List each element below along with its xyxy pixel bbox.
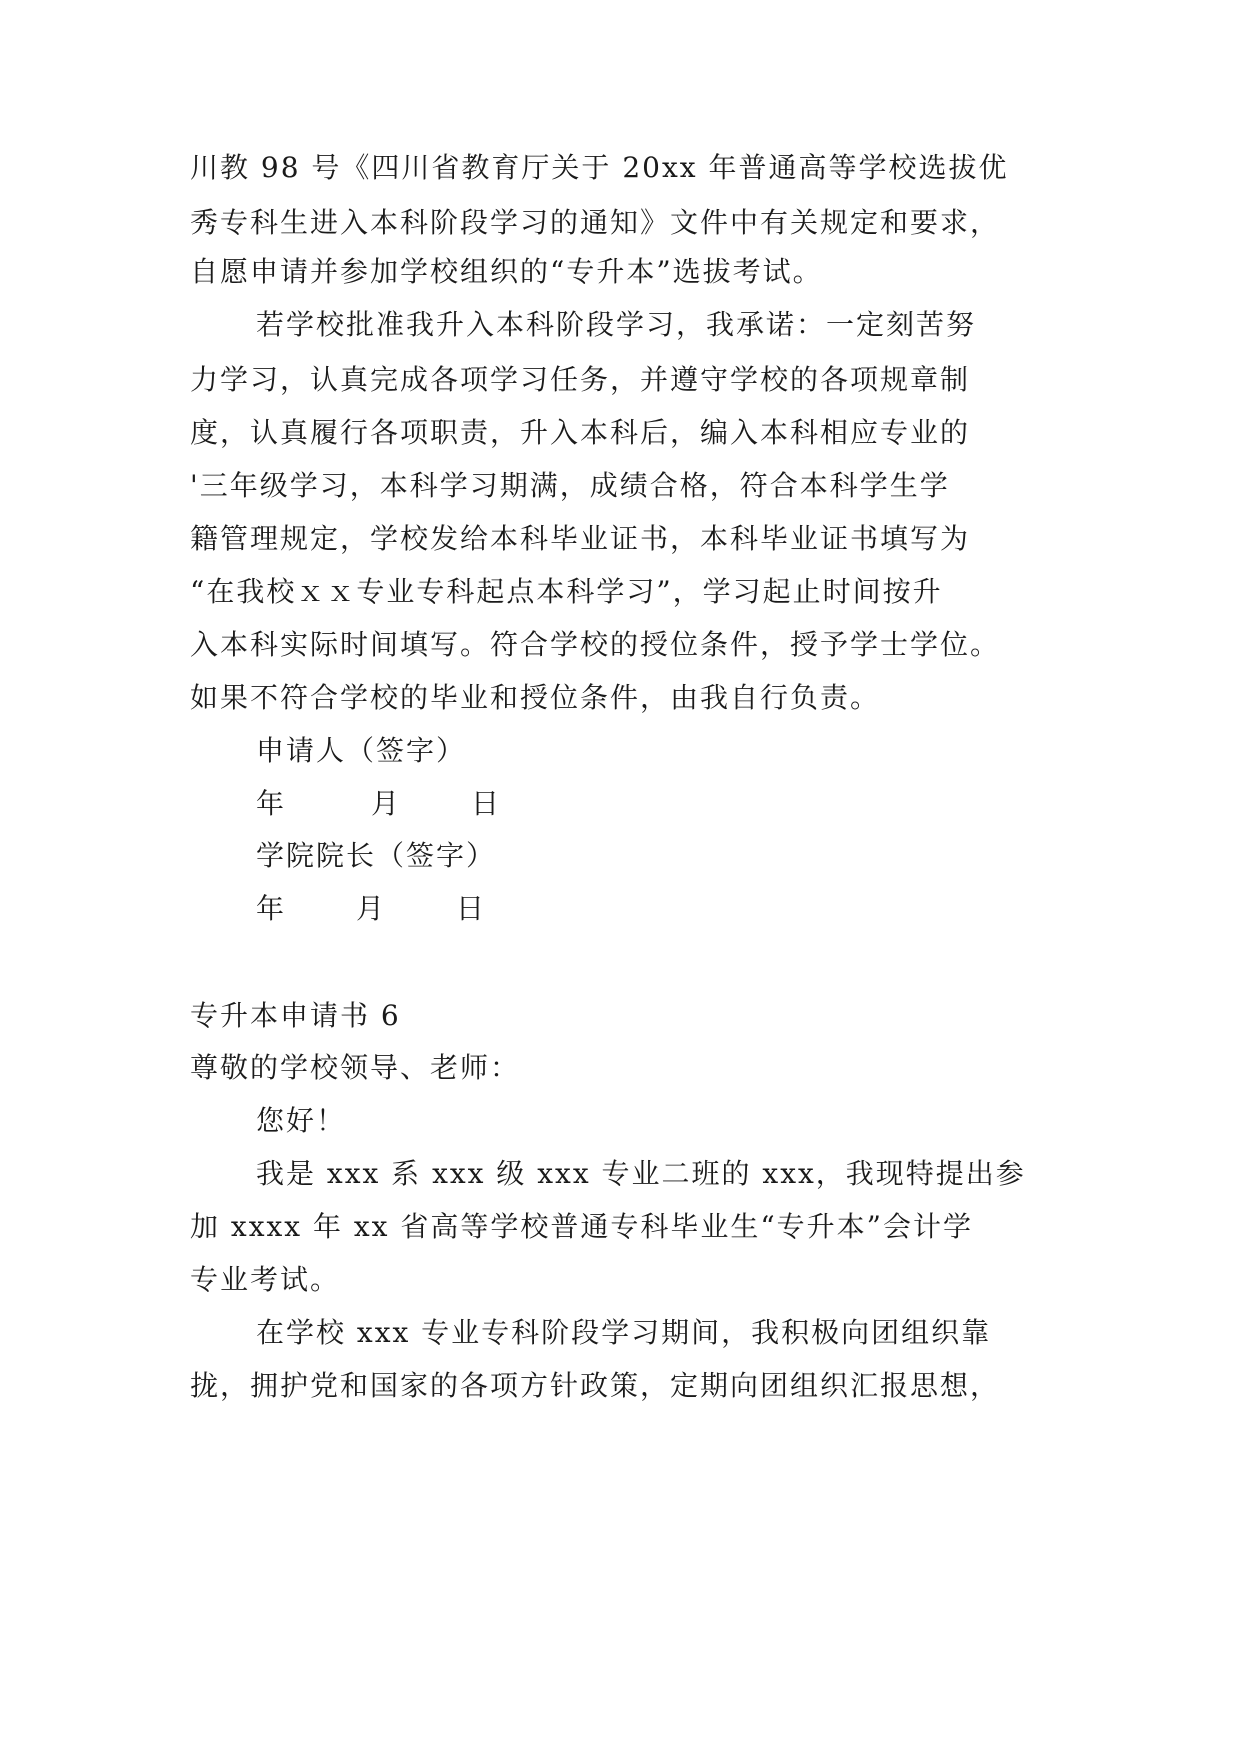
text-line: 自愿申请并参加学校组织的“专升本”选拔考试。 (190, 255, 823, 288)
text-line: 专业考试。 (190, 1263, 341, 1296)
year-label: 年 (256, 787, 285, 820)
text-line: 如果不符合学校的毕业和授位条件，由我自行负责。 (190, 681, 881, 714)
text-line: 加 xxxx 年 xx 省高等学校普通专科毕业生“专升本”会计学 (190, 1210, 973, 1243)
text-line: “在我校ｘｘ专业专科起点本科学习”，学习起止时间按升 (190, 575, 943, 608)
text-line: 若学校批准我升入本科阶段学习，我承诺：一定刻苦努 (256, 308, 977, 341)
month-label: 月 (356, 892, 385, 925)
text-line: 籍管理规定，学校发给本科毕业证书，本科毕业证书填写为 (190, 522, 971, 555)
dean-date-row (256, 889, 484, 929)
text-line: '三年级学习，本科学习期满，成绩合格，符合本科学生学 (190, 469, 950, 502)
day-label: 日 (456, 892, 485, 925)
applicant-signature-label: 申请人（签字） (256, 734, 467, 767)
text-line: 秀专科生进入本科阶段学习的通知》文件中有关规定和要求， (190, 206, 1001, 239)
text-line: 在学校 xxx 专业专科阶段学习期间，我积极向团组织靠 (256, 1316, 992, 1349)
salutation: 尊敬的学校领导、老师： (190, 1051, 521, 1084)
greeting: 您好！ (256, 1104, 347, 1137)
year-label: 年 (256, 892, 285, 925)
text-line: 川教 98 号《四川省教育厅关于 20xx 年普通高等学校选拔优 (190, 151, 1009, 184)
day-label: 日 (471, 787, 500, 820)
text-line: 度，认真履行各项职责，升入本科后，编入本科相应专业的 (190, 416, 971, 449)
dean-signature-label: 学院院长（签字） (256, 839, 497, 872)
text-line: 力学习，认真完成各项学习任务，并遵守学校的各项规章制 (190, 363, 971, 396)
text-line: 拢，拥护党和国家的各项方针政策，定期向团组织汇报思想， (190, 1369, 1001, 1402)
section-title: 专升本申请书 6 (190, 999, 401, 1032)
text-line: 我是 xxx 系 xxx 级 xxx 专业二班的 xxx，我现特提出参 (256, 1157, 1026, 1190)
applicant-date-row (256, 784, 499, 824)
month-label: 月 (371, 787, 400, 820)
text-line: 入本科实际时间填写。符合学校的授位条件，授予学士学位。 (190, 628, 1001, 661)
